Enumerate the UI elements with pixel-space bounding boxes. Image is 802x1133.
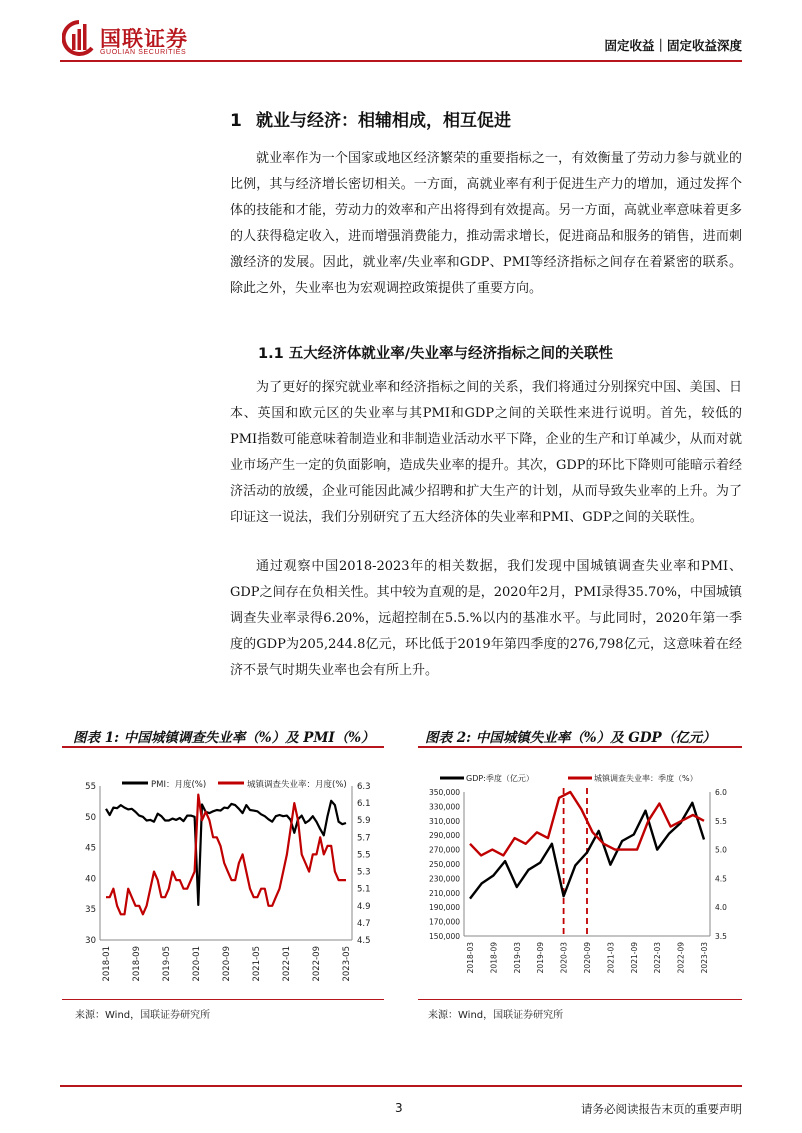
- y-left-tick-label: 45: [85, 843, 96, 854]
- figure-1-bottom-rule: [62, 999, 384, 1000]
- y-right-tick-label: 5.5: [357, 850, 371, 861]
- x-tick-label: 2021-05: [252, 946, 262, 982]
- y-right-tick-label: 5.7: [357, 833, 371, 844]
- x-tick-label: 2022-03: [653, 942, 663, 974]
- x-tick-label: 2018-01: [102, 946, 112, 982]
- y-left-tick-label: 35: [85, 905, 96, 916]
- footer-disclaimer: 请务必阅读报告末页的重要声明: [581, 1102, 742, 1116]
- page-number: 3: [395, 1101, 403, 1115]
- y-right-tick-label: 5.0: [715, 845, 727, 855]
- figure-2-bottom-rule: [418, 999, 742, 1000]
- legend-label-pmi: PMI：月度(%): [151, 780, 207, 790]
- x-tick-label: 2023-05: [342, 946, 352, 982]
- footer-divider: [60, 1085, 742, 1087]
- series-line-pmi: [106, 801, 346, 905]
- x-tick-label: 2021-03: [606, 942, 616, 974]
- paragraph-2: 为了更好的探究就业率和经济指标之间的关系，我们将通过分别探究中国、美国、日本、英国和欧元区的失业率与其PMI和GDP之间的关联性来进行说明。首先，较低的PMI指数可能意味着制造业和非制造业活动水平下降，企业的生产和订单减少，从而对就业市场产生一定的负面影响，造成失业率的提升。其次，GDP的环比下降则可能暗示着经济活动的放缓，企业可能因此减少招聘和扩大生产的计划，从而导致失业率的上升。为了印证这一说法，我们分别研究了五大经济体的失业率和PMI、GDP之间的关联性。: [230, 380, 742, 525]
- section-1-title: 就业与经济：相辅相成，相互促进: [256, 111, 511, 131]
- x-tick-label: 2019-09: [536, 942, 546, 974]
- y-left-tick-label: 210,000: [428, 888, 460, 898]
- x-tick-label: 2020-01: [192, 946, 202, 982]
- chart-2-legend: [440, 773, 698, 783]
- y-left-tick-label: 30: [85, 936, 96, 946]
- x-tick-label: 2018-09: [489, 942, 499, 974]
- figure-2-rule: [418, 746, 742, 748]
- chart-1: [62, 762, 384, 990]
- paragraph-1: 就业率作为一个国家或地区经济繁荣的重要指标之一，有效衡量了劳动力参与就业的比例，其与经济增长密切相关。一方面，高就业率有利于促进生产力的增加，通过发挥个体的技能和才能，劳动力的效率和产出将得到有效提高。另一方面，高就业率意味着更多的人获得稳定收入，进而增强消费能力，推动需求增长，促进商品和服务的销售，进而刺激经济的发展。因此，就业率/失业率和GDP、PMI等经济指标之间存在着紧密的联系。除此之外，失业率也为宏观调控政策提供了重要方向。: [230, 151, 742, 296]
- y-right-tick-label: 4.0: [715, 903, 727, 913]
- x-tick-label: 2019-05: [162, 946, 172, 982]
- legend-label-gdp: GDP:季度（亿元）: [466, 774, 534, 783]
- y-right-tick-label: 6.0: [715, 788, 727, 797]
- y-right-tick-label: 3.5: [715, 932, 727, 941]
- logo-text-en: GUOLIAN SECURITIES: [100, 49, 187, 56]
- legend-label-unemployment: 城镇调查失业率：月度(%): [247, 780, 347, 790]
- y-left-tick-label: 40: [85, 874, 96, 885]
- y-left-tick-label: 310,000: [428, 816, 460, 826]
- y-right-tick-label: 4.9: [357, 901, 371, 912]
- x-tick-label: 2020-09: [222, 946, 232, 982]
- x-tick-label: 2023-03: [700, 942, 709, 974]
- y-left-tick-label: 230,000: [428, 874, 460, 884]
- y-left-tick-label: 170,000: [428, 917, 460, 927]
- chart-1-legend: [122, 779, 347, 790]
- y-right-tick-label: 5.5: [715, 816, 727, 826]
- y-left-tick-label: 290,000: [428, 831, 460, 841]
- y-right-tick-label: 6.3: [357, 782, 371, 792]
- y-right-tick-label: 5.3: [357, 867, 371, 878]
- x-tick-label: 2021-09: [629, 942, 639, 974]
- y-left-tick-label: 190,000: [428, 903, 460, 913]
- section-1-number: 1: [230, 111, 242, 131]
- series-line-unemployment: [106, 795, 346, 915]
- x-tick-label: 2018-09: [132, 946, 142, 982]
- y-right-tick-label: 4.7: [357, 918, 371, 929]
- x-tick-label: 2020-03: [559, 942, 569, 974]
- figure-1-rule: [62, 746, 384, 748]
- figure-1-source: 来源：Wind，国联证券研究所: [75, 1010, 211, 1021]
- y-left-tick-label: 50: [85, 812, 96, 823]
- x-tick-label: 2022-09: [312, 946, 322, 982]
- y-left-tick-label: 270,000: [428, 845, 460, 855]
- logo-text-cn: 国联证券: [100, 27, 188, 51]
- header-section-label: 固定收益｜固定收益深度: [604, 38, 742, 53]
- y-right-tick-label: 5.9: [357, 816, 371, 827]
- y-left-tick-label: 250,000: [428, 860, 460, 869]
- y-left-tick-label: 350,000: [428, 788, 460, 797]
- y-left-tick-label: 330,000: [428, 802, 460, 812]
- y-right-tick-label: 6.1: [357, 799, 371, 810]
- y-right-tick-label: 4.5: [715, 874, 727, 884]
- chart-2: [418, 762, 742, 990]
- x-tick-label: 2020-09: [583, 942, 592, 974]
- x-tick-label: 2018-03: [466, 942, 475, 974]
- y-left-tick-label: 55: [85, 782, 96, 792]
- paragraph-3: 通过观察中国2018-2023年的相关数据，我们发现中国城镇调查失业率和PMI、GDP之间存在负相关性。其中较为直观的是，2020年2月，PMI录得35.70%，中国城镇调查失业率录得6.20%，远超控制在5.5.%以内的基准水平。与此同时，2020年第一季度的GDP为205,244.8亿元，环比低于2019年第四季度的276,798亿元，这意味着在经济不景气时期失业率也会有所上升。: [230, 559, 742, 678]
- section-1-1-heading: 1.1 五大经济体就业率/失业率与经济指标之间的关联性: [258, 346, 614, 362]
- logo-emblem-icon: [62, 18, 96, 58]
- y-left-tick-label: 150,000: [428, 932, 460, 941]
- company-logo: [62, 18, 212, 62]
- figure-1-title: 图表 1: 中国城镇调查失业率（%）及 PMI（%）: [73, 730, 375, 746]
- legend-label-unemployment-q: 城镇调查失业率：季度（%）: [594, 774, 698, 783]
- x-tick-label: 2022-09: [676, 942, 686, 974]
- header-divider: [60, 60, 742, 62]
- x-tick-label: 2019-03: [512, 942, 522, 974]
- x-tick-label: 2022-01: [282, 946, 292, 982]
- y-right-tick-label: 4.5: [357, 936, 371, 946]
- figure-2-title: 图表 2: 中国城镇失业率（%）及 GDP（亿元）: [425, 730, 716, 746]
- y-right-tick-label: 5.1: [357, 884, 371, 895]
- section-1-heading: [230, 106, 511, 131]
- figure-2-source: 来源：Wind，国联证券研究所: [428, 1010, 564, 1021]
